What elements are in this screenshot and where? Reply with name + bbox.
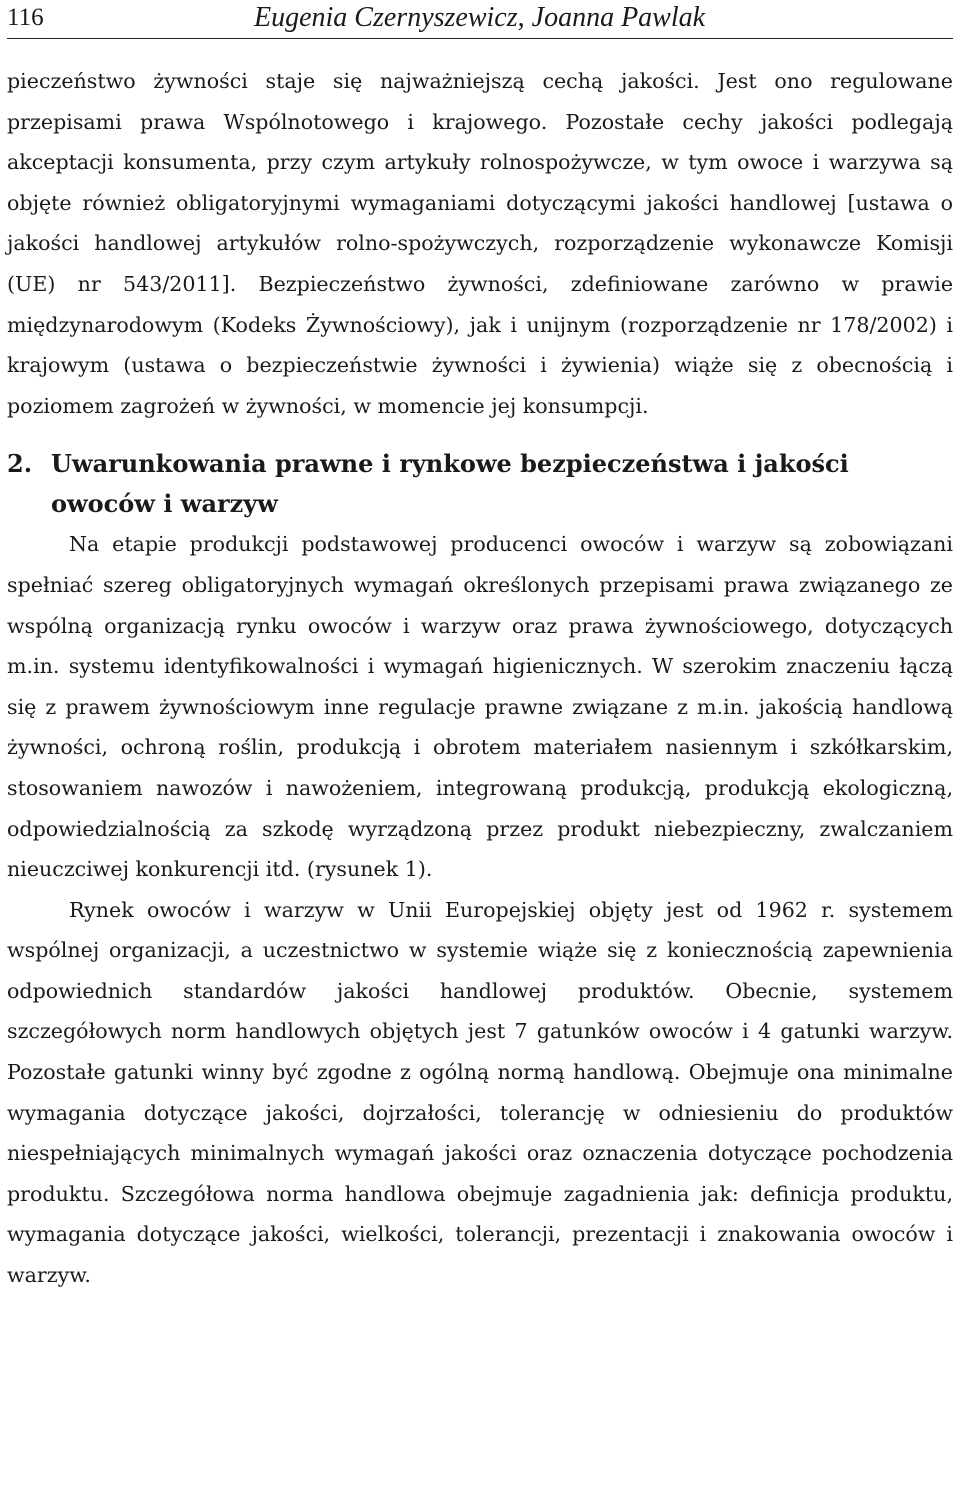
- page-number: 116: [7, 4, 44, 31]
- header-authors: Eugenia Czernyszewicz, Joanna Pawlak: [254, 2, 706, 33]
- body-text: [7, 61, 953, 1296]
- paragraph: Rynek owoców i warzyw w Unii Europejskiej objęty jest od 1962 r. systemem wspólnej organizacji, a uczestnictwo w systemie wiąże się z koniecznością zapewnienia odpowiednich standardów jakości handlowej produktów. Obecnie, systemem szczegółowych norm handlowych objętych jest 7 gatunków owoców i 4 gatunki warzyw. Pozostałe gatunki winny być zgodne z ogólną normą handlową. Obejmuje ona minimalne wymagania dotyczące jakości, dojrzałości, tolerancję w odniesieniu do produktów niespełniających minimalnych wymagań jakości oraz oznaczenia dotyczące pochodzenia produktu. Szczegółowa norma handlowa obejmuje zagadnienia jak: definicja produktu, wymagania dotyczące jakości, wielkości, tolerancji, prezentacji i znakowania owoców i warzyw.: [7, 897, 953, 1288]
- section-number: 2.: [7, 449, 33, 479]
- document-page: [0, 4, 960, 1488]
- paragraph-continued: pieczeństwo żywności staje się najważniejszą cechą jakości. Jest ono regulowane przepisami prawa Wspólnotowego i krajowego. Pozostałe cechy jakości podlegają akceptacji konsumenta, przy czym artykuły rolnospożywcze, w tym owoce i warzywa są objęte również obligatoryjnymi wymaganiami dotyczącymi jakości handlowej [ustawa o jakości handlowej artykułów rolno-spożywczych, rozporządzenie wykonawcze Komisji (UE) nr 543/2011]. Bezpieczeństwo żywności, zdefiniowane zarówno w prawie międzynarodowym (Kodeks Żywnościowy), jak i unijnym (rozporządzenie nr 178/2002) i krajowym (ustawa o bezpieczeństwie żywności i żywienia) wiąże się z obecnością i poziomem zagrożeń w żywności, w momencie jej konsumpcji.: [7, 69, 953, 418]
- running-header: [7, 4, 953, 39]
- section-title: Uwarunkowania prawne i rynkowe bezpieczeństwa i jakości owoców i warzyw: [51, 449, 849, 519]
- section-heading: [7, 444, 953, 524]
- paragraph: Na etapie produkcji podstawowej producenci owoców i warzyw są zobowiązani spełniać szereg obligatoryjnych wymagań określonych przepisami prawa związanego ze wspólną organizacją rynku owoców i warzyw oraz prawa żywnościowego, dotyczących m.in. systemu identyfikowalności i wymagań higienicznych. W szerokim znaczeniu łączą się z prawem żywnościowym inne regulacje prawne związane z m.in. jakością handlową żywności, ochroną roślin, produkcją i obrotem materiałem nasiennym i szkółkarskim, stosowaniem nawozów i nawożeniem, integrowaną produkcją, produkcją ekologiczną, odpowiedzialnością za szkodę wyrządzoną przez produkt niebezpieczny, zwalczaniem nieuczciwej konkurencji itd. (rysunek 1).: [7, 532, 953, 882]
